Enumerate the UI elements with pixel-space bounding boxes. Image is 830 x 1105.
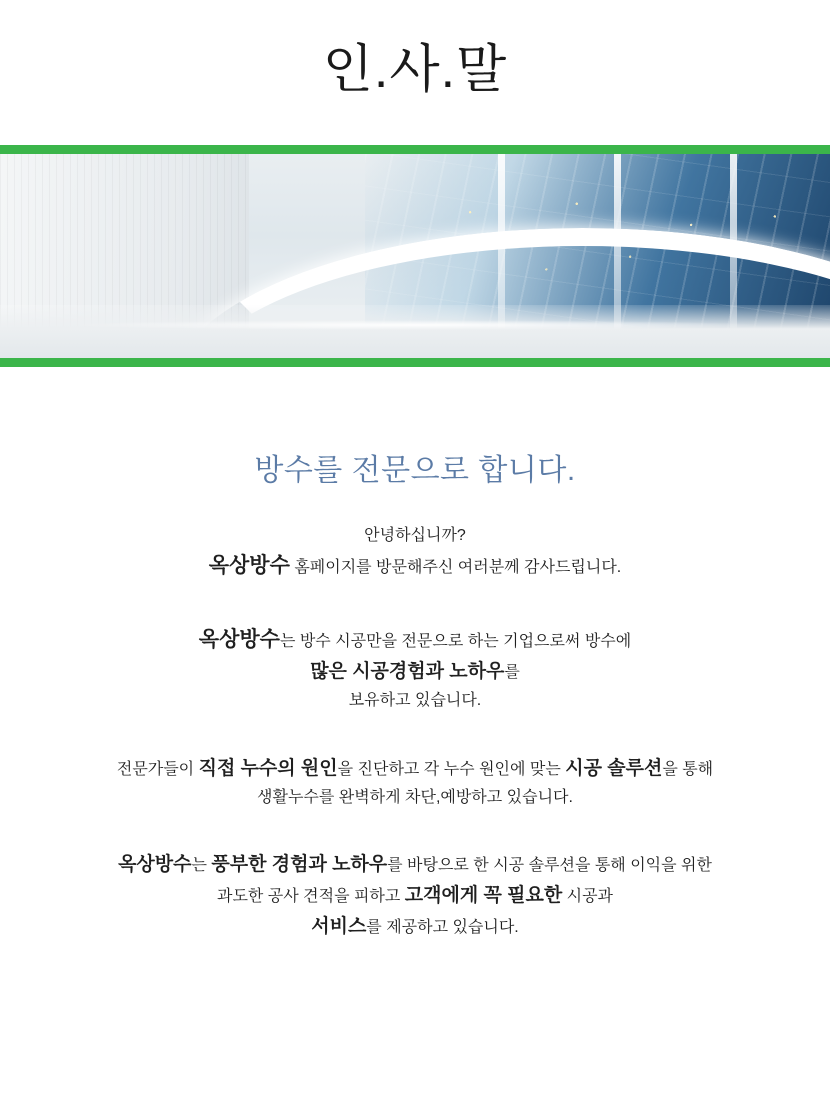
greeting-text-run: 시공과 bbox=[562, 888, 614, 906]
greeting-paragraph bbox=[9, 754, 821, 811]
greeting-line bbox=[9, 754, 821, 785]
greeting-text-run: 는 방수 시공만을 전문으로 하는 기업으로써 방수에 bbox=[279, 633, 632, 651]
greeting-text-run: 을 통해 bbox=[662, 760, 714, 778]
greeting-line bbox=[9, 912, 821, 943]
greeting-text-run: 고객에게 꼭 필요한 bbox=[404, 885, 563, 907]
greeting-line bbox=[9, 549, 821, 583]
greeting-text-run: 를 바탕으로 한 시공 솔루션을 통해 이익을 위한 bbox=[387, 857, 712, 875]
greeting-text-run: 서비스 bbox=[311, 916, 367, 937]
greeting-text-run: 직접 누수의 원인 bbox=[198, 757, 338, 779]
greeting-line bbox=[9, 850, 821, 881]
greeting-text-run: 옥상방수 bbox=[118, 854, 192, 876]
banner-floor bbox=[0, 305, 830, 358]
greeting-text-run: 시공 솔루션 bbox=[565, 757, 663, 779]
greeting-headline: 방수를 전문으로 합니다. bbox=[254, 454, 576, 488]
greeting-paragraph bbox=[9, 850, 821, 942]
greeting-content bbox=[9, 445, 821, 943]
greeting-text-run: 을 진단하고 각 누수 원인에 맞는 bbox=[337, 760, 566, 778]
architectural-interior-banner bbox=[0, 154, 830, 358]
banner-section bbox=[0, 145, 830, 367]
greeting-text-run: 과도한 공사 견적을 피하고 bbox=[216, 888, 405, 906]
greeting-line bbox=[9, 785, 821, 811]
greeting-text-run: 풍부한 경험과 노하우 bbox=[211, 854, 388, 876]
greeting-paragraph bbox=[9, 523, 821, 583]
greeting-paragraph bbox=[9, 623, 821, 714]
banner-top-rule bbox=[0, 145, 830, 154]
greeting-text-run: 옥상방수 bbox=[198, 628, 280, 652]
greeting-text-run: 생활누수를 완벽하게 차단,예방하고 있습니다. bbox=[257, 788, 573, 806]
greeting-line bbox=[9, 623, 821, 657]
greeting-text-run: 안녕하십니까? bbox=[364, 527, 466, 545]
greeting-text-run: 많은 시공경험과 노하우 bbox=[310, 661, 505, 683]
greeting-line bbox=[9, 881, 821, 912]
banner-bottom-rule bbox=[0, 358, 830, 367]
greeting-line bbox=[9, 688, 821, 714]
greeting-text-run: 옥상방수 bbox=[208, 554, 290, 578]
greeting-line bbox=[9, 523, 821, 549]
greeting-text-run: 를 bbox=[504, 664, 520, 682]
title-block bbox=[0, 0, 830, 99]
page-title: 인.사.말 bbox=[322, 41, 508, 99]
greeting-line bbox=[9, 657, 821, 688]
greeting-text-run: 는 bbox=[191, 857, 212, 875]
greeting-text-run: 전문가들이 bbox=[116, 760, 199, 778]
greeting-text-run: 를 제공하고 있습니다. bbox=[366, 919, 519, 936]
greeting-text-run: 홈페이지를 방문해주신 여러분께 감사드립니다. bbox=[289, 559, 622, 577]
greeting-text-run: 보유하고 있습니다. bbox=[348, 691, 482, 709]
banner-floor-reflection bbox=[66, 320, 763, 330]
